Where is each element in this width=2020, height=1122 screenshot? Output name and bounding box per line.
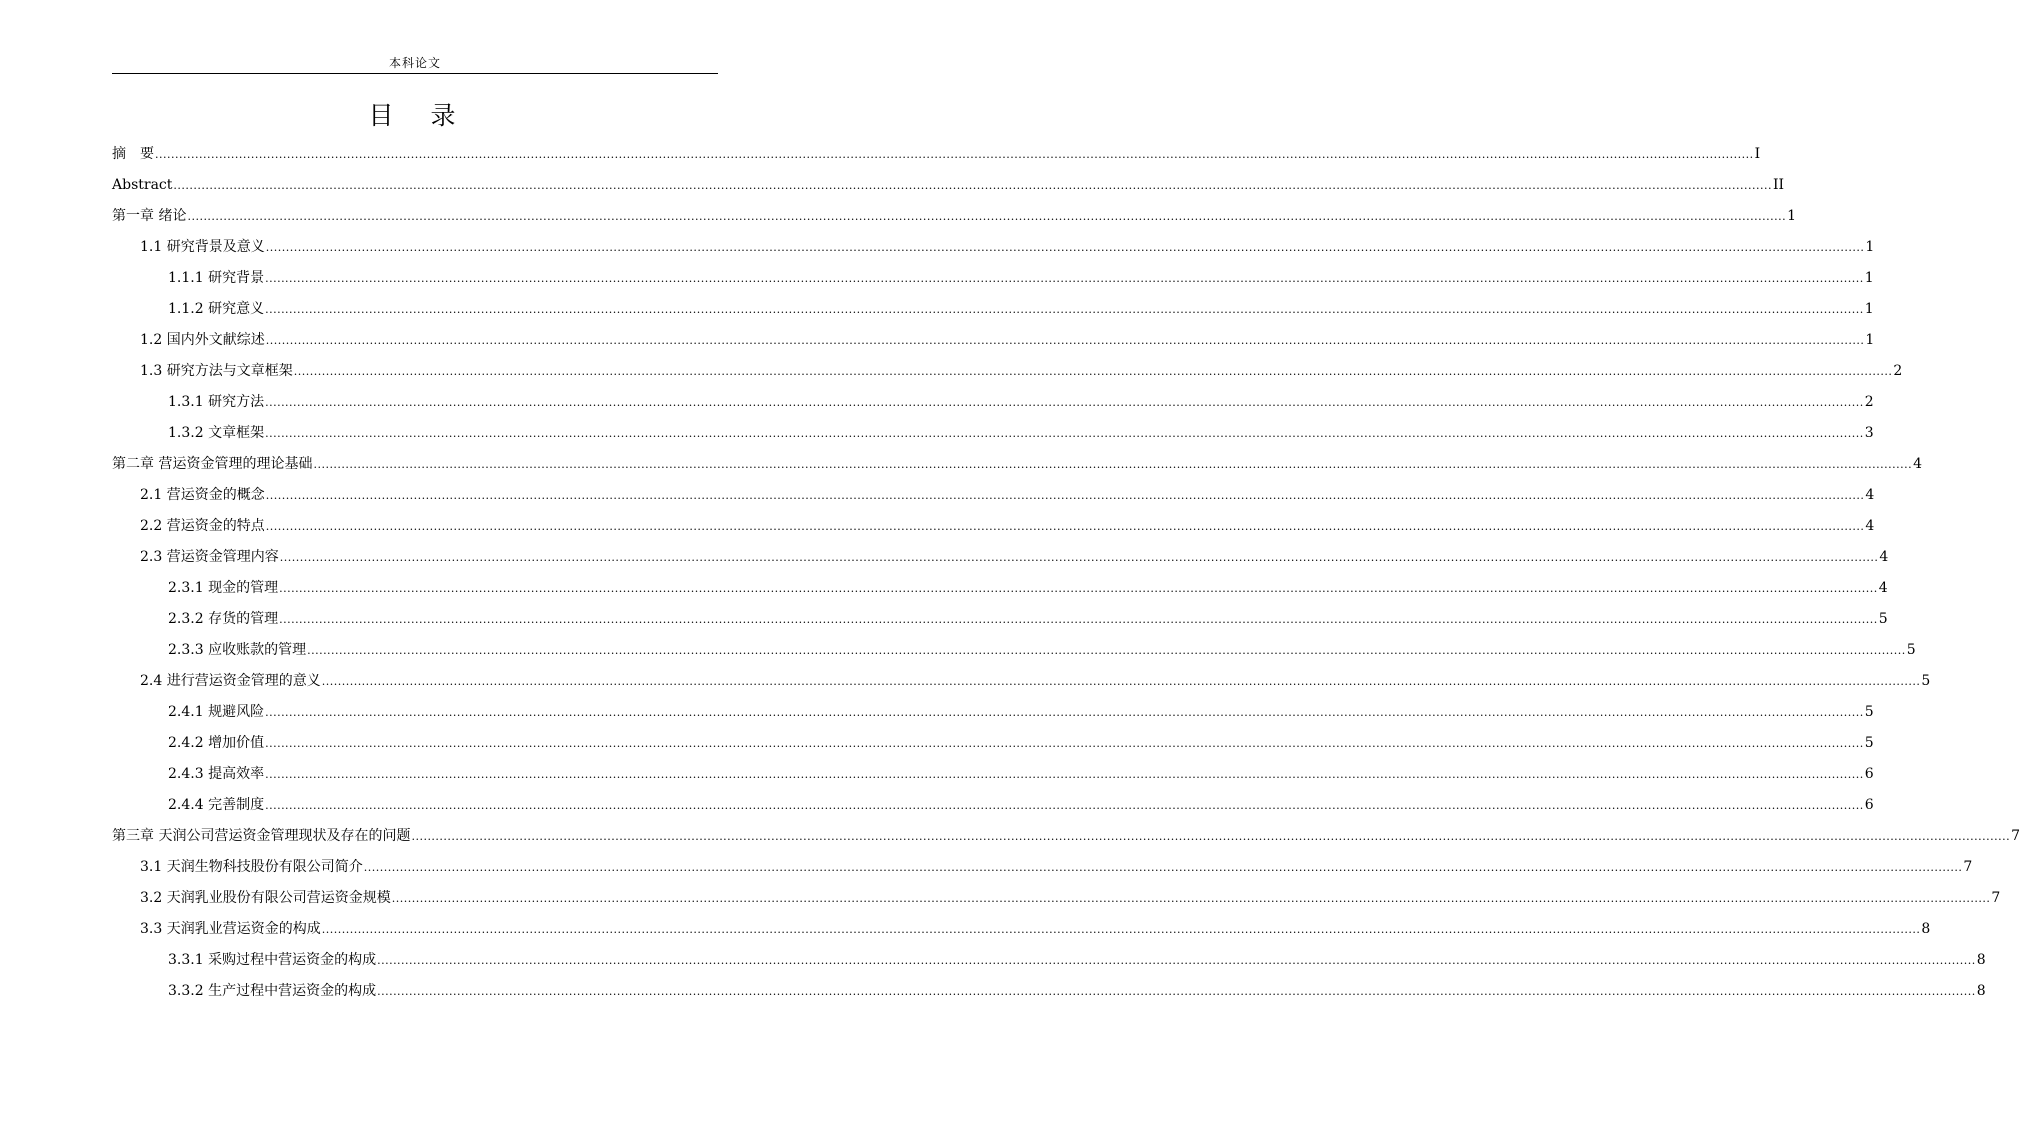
- toc-entry-page-number: 8: [1976, 983, 1986, 999]
- toc-entry-page-number: 6: [1864, 797, 1874, 813]
- toc-entry-page-number: 7: [1963, 859, 1973, 875]
- toc-entry-page-number: 4: [1913, 456, 1923, 472]
- toc-entry[interactable]: [112, 728, 1874, 759]
- toc-entry-title: 2.4.3 提高效率: [168, 766, 265, 782]
- toc-entry-page-number: 4: [1865, 518, 1875, 534]
- toc-entry-page-number: 1: [1864, 270, 1874, 286]
- toc-entry[interactable]: [112, 139, 1761, 170]
- toc-entry-title: 2.4 进行营运资金管理的意义: [140, 673, 321, 689]
- toc-entry[interactable]: [112, 201, 1797, 232]
- dot-leader: ................................................................................................................................................................................................................................................................................................................................................................................................................: [411, 830, 2011, 843]
- toc-entry[interactable]: [112, 852, 1973, 883]
- toc-entry[interactable]: [112, 697, 1874, 728]
- toc-entry-title: 2.3.2 存货的管理: [168, 611, 279, 627]
- dot-leader: ................................................................................................................................................................................................................................................................................................................................................................................................................: [279, 613, 1878, 626]
- dot-leader: ................................................................................................................................................................................................................................................................................................................................................................................................................: [391, 892, 1991, 905]
- dot-leader: ................................................................................................................................................................................................................................................................................................................................................................................................................: [307, 644, 1906, 657]
- toc-entry[interactable]: [112, 976, 1986, 1007]
- toc-entry[interactable]: [112, 449, 1923, 480]
- toc-entry[interactable]: [112, 542, 1889, 573]
- toc-entry-title: 2.4.4 完善制度: [168, 797, 265, 813]
- dot-leader: ................................................................................................................................................................................................................................................................................................................................................................................................................: [265, 737, 1864, 750]
- toc-entry-page-number: 6: [1864, 766, 1874, 782]
- toc-entry-title: 1.3 研究方法与文章框架: [140, 363, 293, 379]
- toc-entry-page-number: 8: [1976, 952, 1986, 968]
- toc-entry-page-number: 2: [1864, 394, 1874, 410]
- toc-entry-title: 3.3.1 采购过程中营运资金的构成: [168, 952, 377, 968]
- dot-leader: ................................................................................................................................................................................................................................................................................................................................................................................................................: [265, 799, 1864, 812]
- toc-entry-page-number: 4: [1878, 580, 1888, 596]
- dot-leader: ................................................................................................................................................................................................................................................................................................................................................................................................................: [377, 985, 1976, 998]
- toc-entry-title: 2.3 营运资金管理内容: [140, 549, 279, 565]
- toc-entry-title: 3.3 天润乳业营运资金的构成: [140, 921, 321, 937]
- dot-leader: ................................................................................................................................................................................................................................................................................................................................................................................................................: [279, 582, 1878, 595]
- toc-entry[interactable]: [112, 790, 1874, 821]
- dot-leader: ................................................................................................................................................................................................................................................................................................................................................................................................................: [377, 954, 1976, 967]
- dot-leader: ................................................................................................................................................................................................................................................................................................................................................................................................................: [265, 241, 1865, 254]
- header-rule: [112, 73, 718, 74]
- dot-leader: ................................................................................................................................................................................................................................................................................................................................................................................................................: [265, 520, 1865, 533]
- dot-leader: ................................................................................................................................................................................................................................................................................................................................................................................................................: [265, 272, 1864, 285]
- toc-entry[interactable]: [112, 635, 1916, 666]
- toc-entry[interactable]: [112, 511, 1875, 542]
- dot-leader: ................................................................................................................................................................................................................................................................................................................................................................................................................: [265, 334, 1865, 347]
- dot-leader: ................................................................................................................................................................................................................................................................................................................................................................................................................: [265, 396, 1864, 409]
- toc-entry[interactable]: [112, 914, 1931, 945]
- toc-entry-page-number: 5: [1878, 611, 1888, 627]
- toc-entry-page-number: 5: [1864, 704, 1874, 720]
- dot-leader: ................................................................................................................................................................................................................................................................................................................................................................................................................: [363, 861, 1963, 874]
- toc-entry[interactable]: [112, 883, 2001, 914]
- toc-entry-title: 1.3.1 研究方法: [168, 394, 265, 410]
- toc-entry[interactable]: [112, 821, 2020, 852]
- dot-leader: ................................................................................................................................................................................................................................................................................................................................................................................................................: [265, 427, 1864, 440]
- toc-entry[interactable]: [112, 170, 1785, 201]
- toc-entry-page-number: II: [1773, 177, 1785, 193]
- toc-entry-page-number: 1: [1864, 301, 1874, 317]
- toc-entry[interactable]: [112, 387, 1874, 418]
- toc-entry-page-number: 5: [1864, 735, 1874, 751]
- toc-entry[interactable]: [112, 356, 1903, 387]
- toc-entry-page-number: 4: [1865, 487, 1875, 503]
- dot-leader: ................................................................................................................................................................................................................................................................................................................................................................................................................: [265, 768, 1864, 781]
- toc-entry[interactable]: [112, 418, 1874, 449]
- page-header: 本科论文: [388, 56, 441, 70]
- dot-leader: ................................................................................................................................................................................................................................................................................................................................................................................................................: [313, 458, 1913, 471]
- dot-leader: ................................................................................................................................................................................................................................................................................................................................................................................................................: [155, 148, 1754, 161]
- toc-entry[interactable]: [112, 480, 1875, 511]
- toc-entry-title: Abstract: [112, 177, 173, 193]
- toc-entry[interactable]: [112, 325, 1875, 356]
- dot-leader: ................................................................................................................................................................................................................................................................................................................................................................................................................: [293, 365, 1893, 378]
- toc-entry-page-number: 8: [1921, 921, 1931, 937]
- toc-entry-title: 摘 要: [112, 146, 154, 162]
- toc-entry-page-number: 4: [1879, 549, 1889, 565]
- toc-entry-title: 3.2 天润乳业股份有限公司营运资金规模: [140, 890, 391, 906]
- dot-leader: ................................................................................................................................................................................................................................................................................................................................................................................................................: [265, 489, 1865, 502]
- toc-entry-title: 第三章 天润公司营运资金管理现状及存在的问题: [112, 828, 411, 844]
- dot-leader: ................................................................................................................................................................................................................................................................................................................................................................................................................: [321, 923, 1921, 936]
- toc-entry[interactable]: [112, 666, 1931, 697]
- toc-entry-page-number: 1: [1865, 239, 1875, 255]
- toc-entry-page-number: 2: [1893, 363, 1903, 379]
- dot-leader: ................................................................................................................................................................................................................................................................................................................................................................................................................: [265, 706, 1864, 719]
- toc-entry-title: 2.3.3 应收账款的管理: [168, 642, 307, 658]
- toc-entry-title: 2.2 营运资金的特点: [140, 518, 265, 534]
- toc-entry-title: 2.1 营运资金的概念: [140, 487, 265, 503]
- toc-entry-page-number: 7: [2011, 828, 2020, 844]
- toc-entry-page-number: 3: [1864, 425, 1874, 441]
- toc-entry-title: 3.3.2 生产过程中营运资金的构成: [168, 983, 377, 999]
- dot-leader: ................................................................................................................................................................................................................................................................................................................................................................................................................: [173, 179, 1773, 192]
- toc-entry-title: 2.4.1 规避风险: [168, 704, 265, 720]
- toc-entry-title: 第一章 绪论: [112, 208, 187, 224]
- toc-entry-page-number: 5: [1906, 642, 1916, 658]
- toc-entry-title: 1.2 国内外文献综述: [140, 332, 265, 348]
- toc-entry[interactable]: [112, 294, 1874, 325]
- toc-entry-title: 1.1.2 研究意义: [168, 301, 265, 317]
- toc-entry[interactable]: [112, 945, 1986, 976]
- toc-title: 目 录: [368, 101, 462, 130]
- table-of-contents: [112, 139, 2020, 1007]
- toc-entry-title: 1.1.1 研究背景: [168, 270, 265, 286]
- dot-leader: ................................................................................................................................................................................................................................................................................................................................................................................................................: [279, 551, 1879, 564]
- toc-entry-title: 1.1 研究背景及意义: [140, 239, 265, 255]
- toc-entry-page-number: I: [1754, 146, 1761, 162]
- toc-entry-page-number: 1: [1865, 332, 1875, 348]
- toc-entry[interactable]: [112, 604, 1888, 635]
- toc-entry-page-number: 7: [1991, 890, 2001, 906]
- toc-entry-title: 2.4.2 增加价值: [168, 735, 265, 751]
- toc-entry-title: 1.3.2 文章框架: [168, 425, 265, 441]
- toc-entry[interactable]: [112, 573, 1888, 604]
- toc-entry-page-number: 1: [1787, 208, 1797, 224]
- dot-leader: ................................................................................................................................................................................................................................................................................................................................................................................................................: [187, 210, 1787, 223]
- toc-entry-title: 第二章 营运资金管理的理论基础: [112, 456, 313, 472]
- dot-leader: ................................................................................................................................................................................................................................................................................................................................................................................................................: [321, 675, 1921, 688]
- toc-entry[interactable]: [112, 759, 1874, 790]
- toc-entry[interactable]: [112, 263, 1874, 294]
- dot-leader: ................................................................................................................................................................................................................................................................................................................................................................................................................: [265, 303, 1864, 316]
- toc-entry[interactable]: [112, 232, 1875, 263]
- toc-entry-page-number: 5: [1921, 673, 1931, 689]
- toc-entry-title: 3.1 天润生物科技股份有限公司简介: [140, 859, 363, 875]
- toc-entry-title: 2.3.1 现金的管理: [168, 580, 279, 596]
